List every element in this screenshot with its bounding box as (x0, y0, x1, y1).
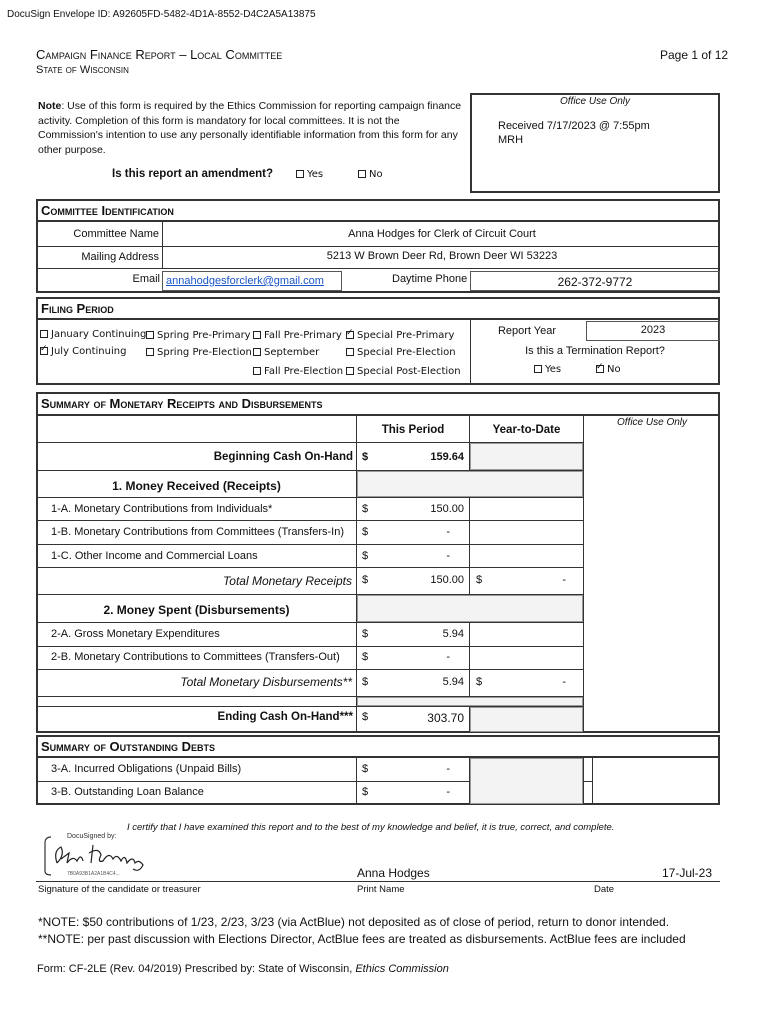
dollar-sign: $ (362, 711, 369, 723)
beginning-cash-value: 159.64 (430, 451, 464, 463)
row-1c-value: - (446, 550, 450, 562)
row-3a-label: 3-A. Incurred Obligations (Unpaid Bills) (51, 763, 242, 775)
dollar-sign: $ (362, 676, 369, 688)
dollar-sign: $ (476, 676, 483, 688)
dollar-sign: $ (362, 574, 369, 586)
row-2b-label: 2-B. Monetary Contributions to Committees (Transfers-Out) (51, 651, 340, 663)
filing-september[interactable]: September (253, 347, 319, 358)
mailing-address-label: Mailing Address (81, 251, 159, 263)
spent-heading: 2. Money Spent (Disbursements) (103, 603, 290, 617)
hatched-cell (470, 707, 583, 732)
page-number: Page 1 of 12 (660, 48, 729, 62)
termination-question: Is this a Termination Report? (525, 345, 665, 357)
date-label: Date (594, 884, 615, 895)
row-2b-value: - (446, 651, 450, 663)
note-1: *NOTE: $50 contributions of 1/23, 2/23, 3/23 (via ActBlue) not deposited as of close of period, return to donor intended. (38, 915, 670, 929)
filing-spring-pp[interactable]: Spring Pre-Primary (146, 330, 251, 341)
dollar-sign: $ (362, 628, 369, 640)
note-text: : Use of this form is required by the Ethics Commission for reporting campaign finance activity. Completion of this form is mandatory for local committees. It is not the Commission's intention to use any personally identifiable information from this form for any other purpose. (38, 100, 462, 156)
dollar-sign: $ (362, 451, 369, 463)
termination-no[interactable]: ✓ No (596, 364, 621, 375)
summary-heading: Summary of Monetary Receipts and Disbursements (36, 392, 720, 416)
filing-special-pe[interactable]: Special Pre-Election (346, 347, 456, 358)
note-2: **NOTE: per past discussion with Elections Director, ActBlue fees are treated as disbursements. ActBlue fees are included (38, 932, 686, 946)
print-name-label: Print Name (357, 884, 405, 895)
phone-value: 262-372-9772 (557, 275, 633, 289)
office-use-summary: Office Use Only (616, 417, 688, 428)
row-1a-value: 150.00 (430, 503, 464, 515)
amendment-question: Is this report an amendment? (112, 168, 274, 180)
form-title: Campaign Finance Report – Local Committee (36, 47, 283, 62)
ending-cash-label: Ending Cash On-Hand*** (217, 711, 353, 723)
hatched-cell (470, 443, 583, 470)
received-stamp: Received 7/17/2023 @ 7:55pm (498, 120, 650, 132)
received-heading: 1. Money Received (Receipts) (112, 479, 281, 493)
email-link[interactable]: annahodgesforclerk@gmail.com (166, 275, 324, 287)
dollar-sign: $ (362, 763, 369, 775)
print-name-value: Anna Hodges (357, 866, 430, 880)
row-3b-value: - (446, 786, 450, 798)
filing-special-pp[interactable]: ✓Special Pre-Primary (346, 330, 454, 341)
total-disb-ytd: - (562, 676, 566, 688)
row-1b-label: 1-B. Monetary Contributions from Committees (Transfers-In) (51, 526, 345, 538)
phone-label: Daytime Phone (392, 273, 468, 285)
dollar-sign: $ (362, 503, 369, 515)
filing-fall-pe[interactable]: Fall Pre-Election (253, 366, 343, 377)
row-2a-label: 2-A. Gross Monetary Expenditures (51, 628, 220, 640)
usage-note (38, 99, 466, 157)
email-label: Email (132, 273, 160, 285)
total-receipts-label: Total Monetary Receipts (223, 574, 352, 588)
office-use-box (470, 93, 720, 193)
committee-name-label: Committee Name (73, 228, 159, 240)
form-subtitle: State of Wisconsin (36, 64, 129, 76)
committee-heading: Committee Identification (36, 199, 720, 222)
ending-cash-value: 303.70 (427, 711, 464, 725)
report-year-label: Report Year (497, 325, 557, 337)
dollar-sign: $ (362, 786, 369, 798)
received-initials: MRH (498, 134, 524, 146)
beginning-cash-label: Beginning Cash On-Hand (213, 451, 353, 463)
certify-text: I certify that I have examined this report and to the best of my knowledge and belief, it is true, correct, and complete. (127, 822, 615, 833)
form-footer: Form: CF-2LE (Rev. 04/2019) Prescribed by: State of Wisconsin, Ethics Commission (37, 963, 449, 975)
date-value: 17-Jul-23 (662, 866, 713, 880)
checkbox-icon (358, 170, 366, 178)
row-1b-value: - (446, 526, 450, 538)
filing-heading: Filing Period (36, 297, 720, 320)
row-3a-value: - (446, 763, 450, 775)
total-receipts-value: 150.00 (430, 574, 464, 586)
filing-jan[interactable]: January Continuing (40, 329, 146, 340)
row-2a-value: 5.94 (442, 628, 464, 640)
filing-spring-pe[interactable]: Spring Pre-Election (146, 347, 252, 358)
row-3b-label: 3-B. Outstanding Loan Balance (51, 786, 204, 798)
amendment-no[interactable]: No (358, 169, 383, 180)
filing-fall-pp[interactable]: Fall Pre-Primary (253, 330, 342, 341)
row-1c-label: 1-C. Other Income and Commercial Loans (51, 550, 258, 562)
hatched-cell (357, 595, 583, 622)
hatched-cell (357, 697, 583, 706)
dollar-sign: $ (362, 550, 369, 562)
dollar-sign: $ (362, 651, 369, 663)
debts-heading: Summary of Outstanding Debts (36, 735, 720, 758)
mailing-address: 5213 W Brown Deer Rd, Brown Deer WI 53223 (326, 250, 558, 262)
signature-label: Signature of the candidate or treasurer (38, 884, 201, 895)
col-ytd: Year-to-Date (492, 424, 561, 436)
checkbox-icon (296, 170, 304, 178)
hatched-cell (357, 471, 583, 497)
amendment-yes[interactable]: Yes (296, 169, 323, 180)
office-use-label: Office Use Only (559, 96, 631, 107)
dollar-sign: $ (476, 574, 483, 586)
filing-jul[interactable]: ✓July Continuing (40, 346, 126, 357)
envelope-id: DocuSign Envelope ID: A92605FD-5482-4D1A-8552-D4C2A5A13875 (7, 9, 316, 20)
total-disb-value: 5.94 (442, 676, 464, 688)
termination-yes[interactable]: Yes (534, 364, 561, 375)
total-receipts-ytd: - (562, 574, 566, 586)
note-label: Note (38, 100, 62, 112)
hatched-cell (470, 758, 583, 804)
docusign-signature: DocuSigned by: 7B0A93B1A2A1B4C4... (43, 833, 153, 879)
col-this-period: This Period (381, 424, 445, 436)
dollar-sign: $ (362, 526, 369, 538)
row-1a-label: 1-A. Monetary Contributions from Individuals* (51, 503, 273, 515)
filing-special-post[interactable]: Special Post-Election (346, 366, 461, 377)
committee-name: Anna Hodges for Clerk of Circuit Court (348, 228, 536, 240)
total-disb-label: Total Monetary Disbursements** (180, 675, 352, 689)
report-year: 2023 (640, 324, 666, 336)
